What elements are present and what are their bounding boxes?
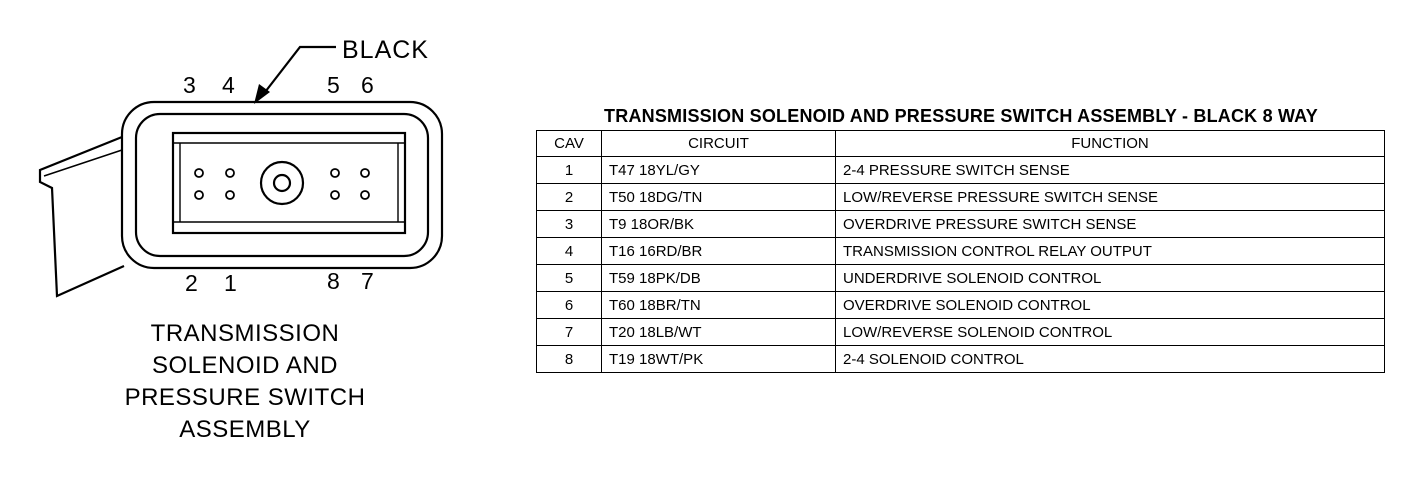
center-post-inner <box>274 175 290 191</box>
cell-circuit: T20 18LB/WT <box>602 319 836 346</box>
cell-cav: 5 <box>537 265 602 292</box>
table-row <box>537 265 1385 292</box>
center-post-outer <box>261 162 303 204</box>
connector-color-label: BLACK <box>342 36 429 64</box>
pin-label: 3 <box>183 72 196 98</box>
cell-function: OVERDRIVE PRESSURE SWITCH SENSE <box>836 211 1385 238</box>
cell-circuit: T59 18PK/DB <box>602 265 836 292</box>
table-row <box>537 238 1385 265</box>
table-row <box>537 319 1385 346</box>
cell-cav: 1 <box>537 157 602 184</box>
cell-cav: 3 <box>537 211 602 238</box>
table-row <box>537 184 1385 211</box>
table-header-row <box>537 131 1385 157</box>
pin-label: 7 <box>361 268 374 294</box>
pin-label: 1 <box>224 270 237 296</box>
cell-cav: 6 <box>537 292 602 319</box>
caption-line: PRESSURE SWITCH <box>124 384 366 411</box>
pin-cavity <box>361 191 369 199</box>
cell-circuit: T19 18WT/PK <box>602 346 836 373</box>
cell-cav: 4 <box>537 238 602 265</box>
pin-label: 2 <box>185 270 198 296</box>
connector-tail <box>40 137 124 296</box>
cell-function: LOW/REVERSE SOLENOID CONTROL <box>836 319 1385 346</box>
pin-label: 8 <box>327 268 340 294</box>
pin-label: 6 <box>361 72 374 98</box>
caption-line: TRANSMISSION <box>150 320 340 347</box>
cell-circuit: T9 18OR/BK <box>602 211 836 238</box>
pin-cavity <box>331 169 339 177</box>
header-cav: CAV <box>537 131 602 157</box>
pinout-table <box>536 130 1385 373</box>
caption-line: ASSEMBLY <box>179 416 311 443</box>
table-row <box>537 157 1385 184</box>
cell-function: OVERDRIVE SOLENOID CONTROL <box>836 292 1385 319</box>
cell-function: 2-4 SOLENOID CONTROL <box>836 346 1385 373</box>
pin-cavity <box>195 169 203 177</box>
cell-function: UNDERDRIVE SOLENOID CONTROL <box>836 265 1385 292</box>
pin-label: 4 <box>222 72 235 98</box>
pin-cavity <box>226 191 234 199</box>
header-circuit: CIRCUIT <box>602 131 836 157</box>
table-row <box>537 211 1385 238</box>
cell-circuit: T50 18DG/TN <box>602 184 836 211</box>
cell-cav: 8 <box>537 346 602 373</box>
pin-cavity <box>195 191 203 199</box>
table-row <box>537 292 1385 319</box>
cell-function: TRANSMISSION CONTROL RELAY OUTPUT <box>836 238 1385 265</box>
cell-cav: 7 <box>537 319 602 346</box>
pin-cavity <box>331 191 339 199</box>
cell-function: LOW/REVERSE PRESSURE SWITCH SENSE <box>836 184 1385 211</box>
connector-outer-housing <box>122 102 442 268</box>
black-leader-line <box>262 47 336 96</box>
header-function: FUNCTION <box>836 131 1385 157</box>
caption-line: SOLENOID AND <box>151 352 339 379</box>
pin-cavity <box>226 169 234 177</box>
cell-function: 2-4 PRESSURE SWITCH SENSE <box>836 157 1385 184</box>
cell-cav: 2 <box>537 184 602 211</box>
pin-cavity <box>361 169 369 177</box>
cell-circuit: T47 18YL/GY <box>602 157 836 184</box>
table-title: TRANSMISSION SOLENOID AND PRESSURE SWITCH ASSEMBLY - BLACK 8 WAY <box>604 106 1318 126</box>
cell-circuit: T16 16RD/BR <box>602 238 836 265</box>
pin-label: 5 <box>327 72 340 98</box>
cell-circuit: T60 18BR/TN <box>602 292 836 319</box>
table-row <box>537 346 1385 373</box>
connector-caption <box>95 318 395 446</box>
